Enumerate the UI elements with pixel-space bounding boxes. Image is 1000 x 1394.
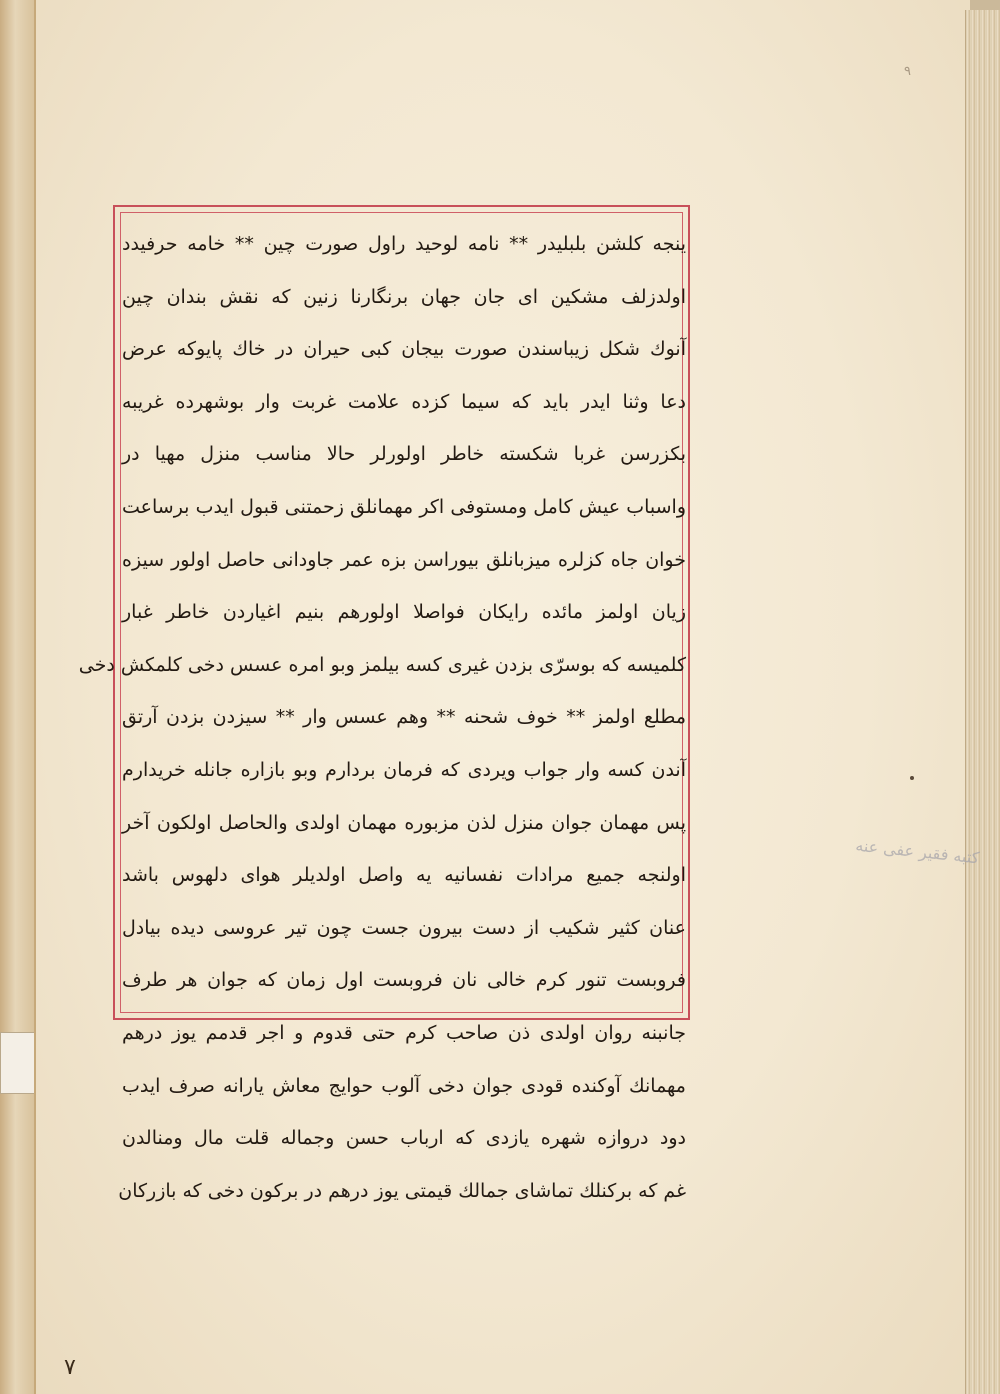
text-line-16: جانبنه روان اولدی ذن صاحب کرم حتی قدوم و اجر قدمم یوز درهم bbox=[122, 1021, 686, 1044]
text-line-10: مطلع اولمز ** خوف شحنه ** وهم عسس وار ** سیزدن بزدن آرتق bbox=[122, 706, 686, 729]
text-line-1: ینجه کلشن بلبلیدر ** نامه لوحید راول صورت چین ** خامه حرفیدد bbox=[122, 233, 686, 255]
page-edges bbox=[965, 10, 1000, 1394]
text-line-2: اولدزلف مشکین ای جان جهان برنگارنا زنین که نقش بندان چین bbox=[122, 285, 686, 308]
text-line-9: کلمیسه که بوسرّی بزدن غیری کسه بیلمز وبو امره عسس دخی کلمکش دخی bbox=[78, 653, 686, 676]
ink-dot bbox=[910, 776, 914, 780]
text-line-3: آنوك شکل زیباسندن صورت بیجان کبی حیران در خاك پایوکه عرض bbox=[122, 338, 686, 361]
text-line-17: مهمانك آوکنده قودی جوان دخی آلوب حوایج معاش یارانه صرف ایدب bbox=[122, 1074, 686, 1097]
text-line-18: دود دروازه شهره یازدی که ارباب حسن وجماله قلت مال ومنالدن bbox=[122, 1127, 686, 1150]
text-line-13: اولنجه جمیع مرادات نفسانیه یه واصل اولدیلر هوای دلهوس باشد bbox=[122, 864, 686, 887]
text-line-15: فروبست تنور کرم خالی نان فروبست اول زمان که جوان هر طرف bbox=[122, 969, 686, 992]
text-line-11: آندن کسه وار جواب ویردی که فرمان بردارم وبو بازاره جانله خریدارم bbox=[122, 758, 686, 781]
text-line-19: غم که برکنلك تماشای جمالك قیمتی یوز درهم در برکون دخی که بازرکان bbox=[118, 1179, 686, 1202]
text-block bbox=[78, 218, 690, 1202]
text-line-12: پس مهمان جوان منزل لذن مزبوره مهمان اولدی والحاصل اولکون آخر bbox=[122, 811, 686, 834]
text-line-7: خوان جاه کزلره میزبانلق بیوراسن بزه عمر جاودانی حاصل اولور سیزه bbox=[122, 548, 686, 571]
folio-number: ٩ bbox=[904, 64, 911, 79]
text-line-6: واسباب عیش کامل ومستوفی اکر مهمانلق زحمتنی قبول ایدب برساعت bbox=[122, 495, 686, 518]
corner-mark: ٧ bbox=[64, 1355, 76, 1380]
text-line-8: زیان اولمز مائده رایکان فواصلا اولورهم بنیم اغیاردن خاطر غبار bbox=[122, 601, 686, 624]
text-line-14: عنان کثیر شکیب از دست بیرون جست چون تیر عروسی دیده بیادل bbox=[122, 916, 686, 939]
text-line-4: دعا وثنا ایدر باید که سیما کزده علامت غربت وار بوشهرده غریبه bbox=[122, 390, 686, 413]
binding-gutter bbox=[0, 0, 35, 1394]
margin-note: کتبه فقیر عفی عنه bbox=[854, 835, 981, 868]
text-line-5: بکزرسن غربا شکسته خاطر اولورلر حالا مناسب منزل مهیا در bbox=[122, 443, 686, 466]
